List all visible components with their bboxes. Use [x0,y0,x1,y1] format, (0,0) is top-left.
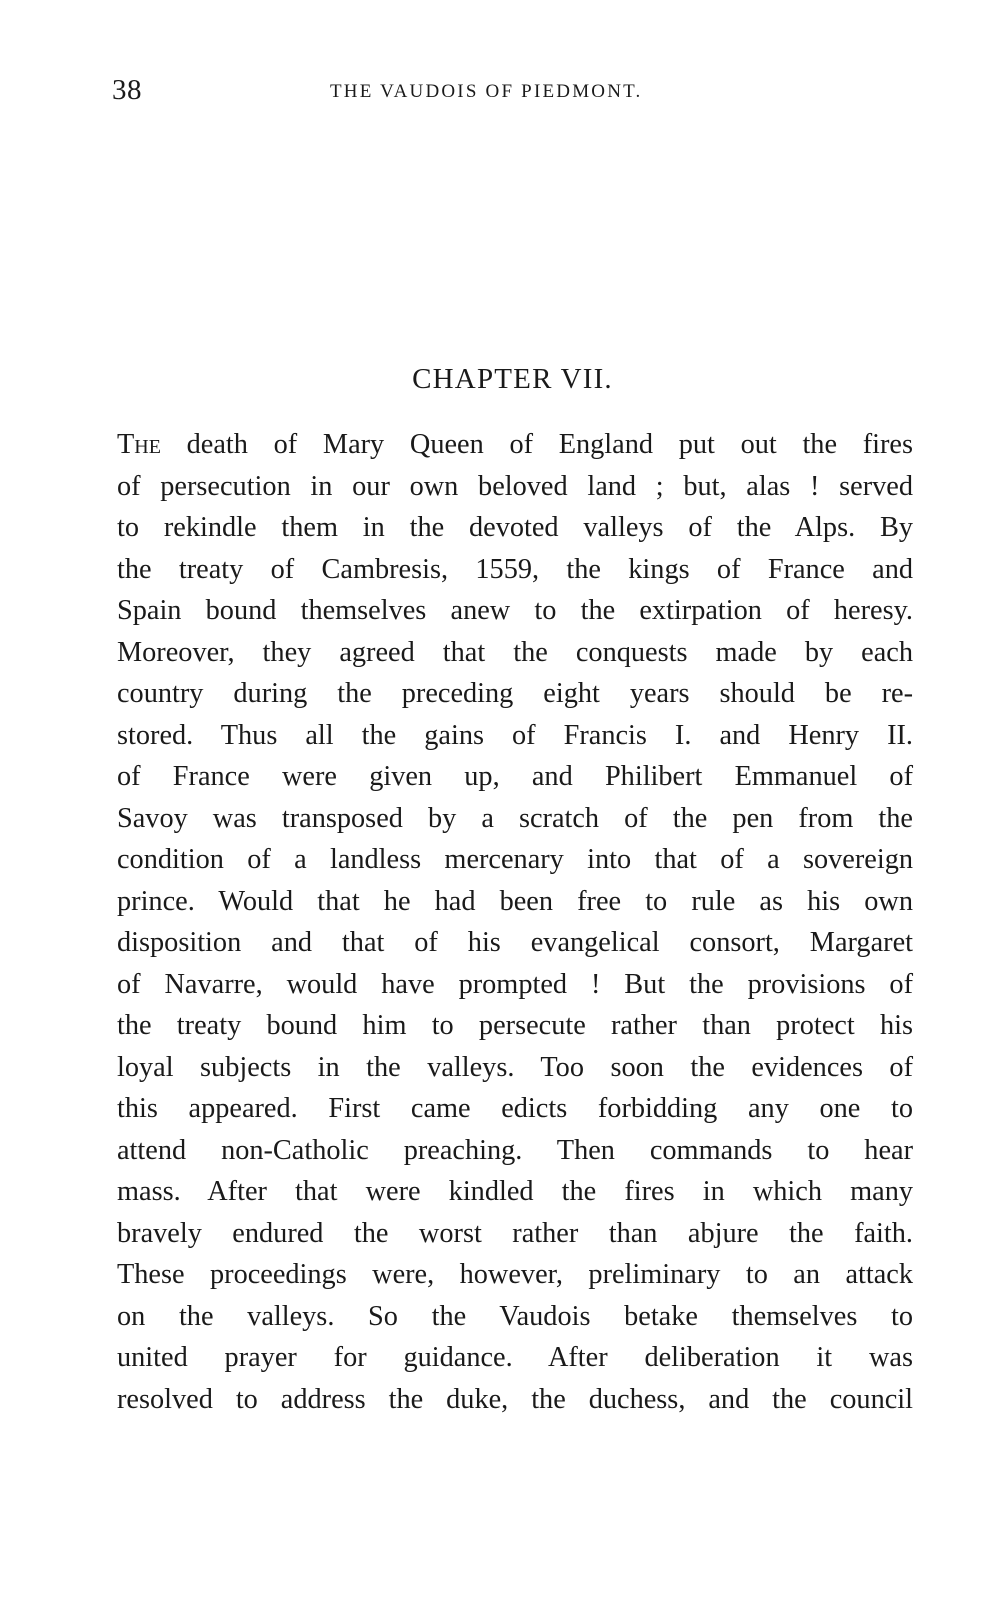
text-line-10: Savoy was transposed by a scratch of the pen from the [117,802,913,834]
text-line-1 [117,424,913,466]
page-number: 38 [112,74,142,106]
text-line-11: condition of a landless mercenary into that of a sovereign [117,844,913,875]
running-head: THE VAUDOIS OF PIEDMONT. [330,81,643,102]
text-line-12: prince. Would that he had been free to rule as his own [117,885,913,917]
opening-word: The [117,429,161,460]
text-line-4: the treaty of Cambresis, 1559, the kings of France and [117,553,913,585]
text-line-7: country during the preceding eight years should be re- [117,678,913,709]
text-line-22: on the valleys. So the Vaudois betake themselves to [117,1300,913,1332]
text-line-21: These proceedings were, however, preliminary to an attack [117,1259,913,1290]
text-line-9: of France were given up, and Philibert Emmanuel of [117,761,913,792]
text-line-14: of Navarre, would have prompted ! But the provisions of [117,968,913,1000]
text-line-23: united prayer for guidance. After deliberation it was [117,1342,913,1373]
text-line-2: of persecution in our own beloved land ; but, alas ! served [117,470,913,502]
body-text [117,424,913,1420]
chapter-title: CHAPTER VII. [412,363,613,395]
text-line-13: disposition and that of his evangelical consort, Margaret [117,927,913,958]
text-line-17: this appeared. First came edicts forbidding any one to [117,1093,913,1124]
text-line-24: resolved to address the duke, the duchess, and the council [117,1383,913,1415]
text-line-16: loyal subjects in the valleys. Too soon the evidences of [117,1051,913,1083]
text-line-19: mass. After that were kindled the fires in which many [117,1176,913,1207]
text-line-3: to rekindle them in the devoted valleys of the Alps. By [117,512,913,543]
text-line-8: stored. Thus all the gains of Francis I. and Henry II. [117,719,913,751]
text-line-6: Moreover, they agreed that the conquests made by each [117,636,913,668]
text-line-18: attend non-Catholic preaching. Then commands to hear [117,1134,913,1166]
text-line-15: the treaty bound him to persecute rather than protect his [117,1010,913,1041]
text-line-1-rest: death of Mary Queen of England put out the fires [186,429,913,460]
text-line-20: bravely endured the worst rather than abjure the faith. [117,1217,913,1249]
text-line-5: Spain bound themselves anew to the extirpation of heresy. [117,595,913,626]
